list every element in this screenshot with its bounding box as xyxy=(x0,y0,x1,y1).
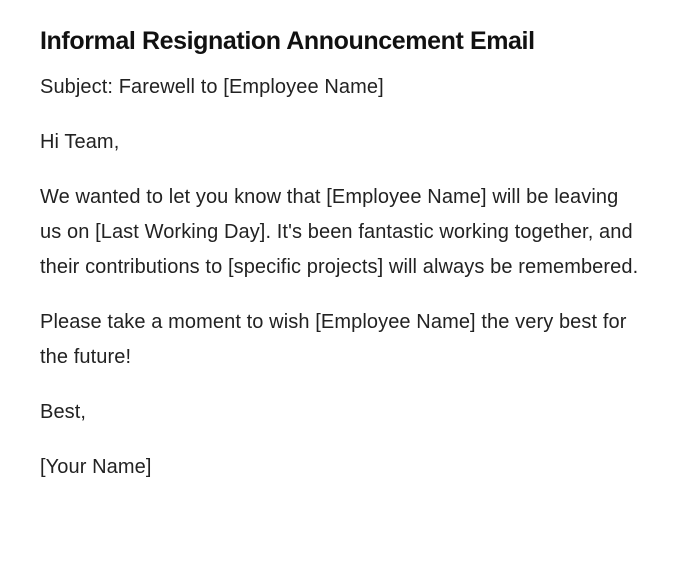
document-title: Informal Resignation Announcement Email xyxy=(40,27,535,55)
email-closing: Best, xyxy=(40,401,87,423)
email-template-document xyxy=(40,24,660,485)
email-body-paragraph-2: Please take a moment to wish [Employee Name] the very best for the future! xyxy=(40,311,627,368)
email-body-paragraph-1: We wanted to let you know that [Employee Name] will be leaving us on [Last Working Day]. It's been fantastic working together, and their contributions to [specific projects] will always be remembered. xyxy=(40,186,639,278)
email-signature: [Your Name] xyxy=(40,456,152,478)
email-subject-line: Subject: Farewell to [Employee Name] xyxy=(40,76,384,98)
email-greeting: Hi Team, xyxy=(40,131,120,153)
